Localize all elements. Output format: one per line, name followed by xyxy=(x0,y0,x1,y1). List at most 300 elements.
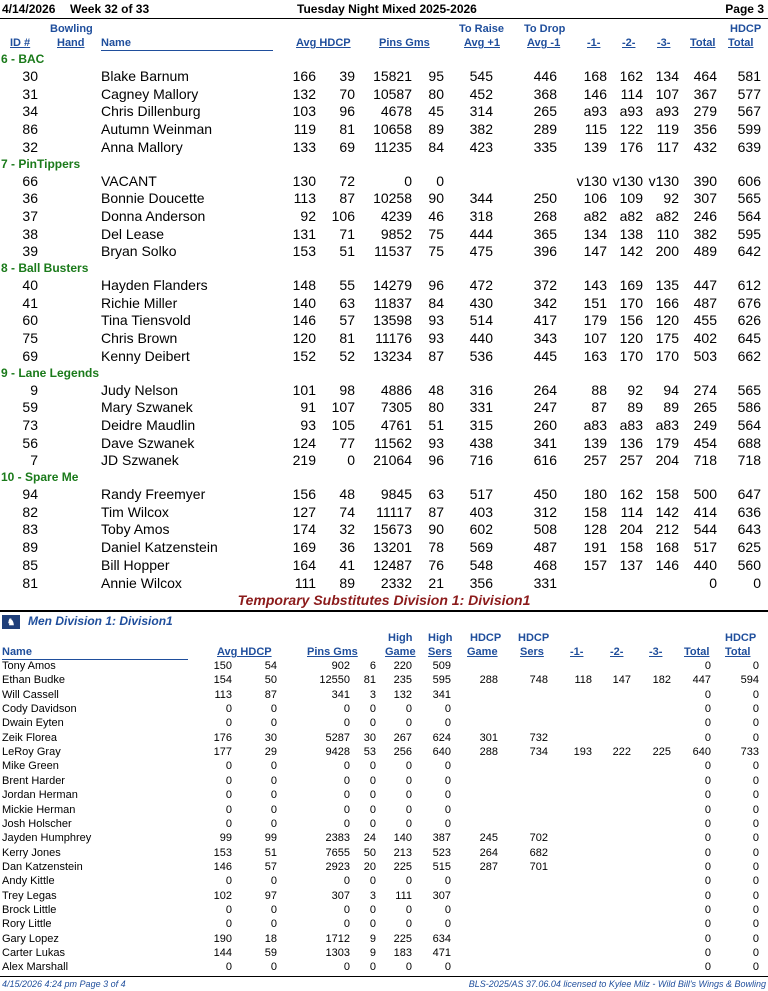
col-hand-top: Bowling xyxy=(50,23,93,35)
game-2-score: 89 xyxy=(627,399,643,416)
substitute-row xyxy=(0,674,768,688)
game-3-score: 110 xyxy=(656,225,679,242)
bowler-row xyxy=(0,121,768,139)
bowler-name: Anna Mallory xyxy=(101,138,183,155)
game-3-score: a82 xyxy=(655,207,679,224)
team-name: 8 - Ball Busters xyxy=(1,261,89,275)
to-drop-avg: 468 xyxy=(533,556,557,573)
substitute-row xyxy=(0,660,768,674)
bowler-handicap: 81 xyxy=(339,121,355,138)
bowler-id: 38 xyxy=(22,225,38,242)
sub-high-game: 225 xyxy=(393,932,412,945)
sub-average: 102 xyxy=(213,889,232,902)
game-3-score: 212 xyxy=(655,521,679,538)
sub-high-game: 0 xyxy=(405,760,412,773)
sub-handicap-total: 0 xyxy=(752,760,759,773)
sub-hdcp-high-game: 264 xyxy=(479,846,498,859)
bowler-games: 45 xyxy=(428,103,444,120)
bowler-id: 36 xyxy=(22,190,38,207)
col-raise-top: To Raise xyxy=(459,23,505,35)
sub-handicap: 0 xyxy=(270,903,277,916)
substitute-row xyxy=(0,861,768,875)
sub-high-game: 0 xyxy=(405,803,412,816)
bowler-handicap: 48 xyxy=(339,486,355,502)
bowler-name: Blake Barnum xyxy=(101,68,189,84)
bowler-row xyxy=(0,68,768,86)
sub-col-game2: -2- xyxy=(610,646,624,658)
bowler-handicap: 71 xyxy=(339,225,355,242)
bowler-row xyxy=(0,348,768,366)
col-drop-top: To Drop xyxy=(524,23,566,35)
sub-game-2: 222 xyxy=(612,746,631,759)
game-1-score: a93 xyxy=(583,103,607,120)
bowler-pins: 4239 xyxy=(380,207,412,224)
bowler-pins: 13234 xyxy=(373,347,412,364)
sub-high-series: 0 xyxy=(444,803,451,816)
sub-games: 0 xyxy=(369,918,376,931)
sub-average: 0 xyxy=(225,817,232,830)
bowler-average: 132 xyxy=(292,85,316,102)
bowler-id: 37 xyxy=(22,207,38,224)
game-1-score: 107 xyxy=(583,330,607,347)
sub-pins: 0 xyxy=(343,774,350,787)
sub-handicap-total: 0 xyxy=(752,889,759,902)
sub-high-series: 387 xyxy=(432,832,451,845)
sub-handicap-total: 0 xyxy=(752,688,759,701)
sub-pins: 0 xyxy=(343,875,350,888)
bowler-games: 75 xyxy=(428,225,444,242)
sub-handicap: 29 xyxy=(264,746,277,759)
game-1-score: 139 xyxy=(583,434,607,451)
game-3-score: 107 xyxy=(655,85,679,102)
game-2-score: v130 xyxy=(612,172,643,189)
series-total: 487 xyxy=(693,294,717,311)
game-1-score: 168 xyxy=(583,68,607,84)
series-total: 274 xyxy=(693,381,717,398)
sub-high-series: 471 xyxy=(432,947,451,959)
bowler-average: 131 xyxy=(292,225,316,242)
bowler-id: 31 xyxy=(22,85,38,102)
series-total: 440 xyxy=(693,556,717,573)
sub-hdcp-high-game: 288 xyxy=(479,674,498,687)
sub-handicap: 0 xyxy=(270,817,277,830)
bowler-id: 30 xyxy=(22,68,38,84)
substitute-row xyxy=(0,775,768,789)
to-raise-avg: 430 xyxy=(469,294,493,311)
sub-high-series: 0 xyxy=(444,817,451,830)
bowler-pins: 7305 xyxy=(380,399,412,416)
bowler-handicap: 107 xyxy=(331,399,355,416)
substitute-row xyxy=(0,933,768,947)
sub-average: 113 xyxy=(214,688,232,701)
game-2-score: 122 xyxy=(619,121,643,138)
bowler-games: 80 xyxy=(428,85,444,102)
game-2-score: 156 xyxy=(619,312,643,329)
bowler-average: 156 xyxy=(292,486,316,502)
sub-hdcp-high-series: 702 xyxy=(529,832,548,845)
bowler-average: 133 xyxy=(292,138,316,155)
bowler-name: Bill Hopper xyxy=(101,556,170,573)
bowler-name: Annie Wilcox xyxy=(101,574,182,591)
sub-total: 0 xyxy=(704,918,711,931)
game-2-score: a93 xyxy=(619,103,643,120)
game-2-score: 137 xyxy=(619,556,643,573)
game-2-score: 138 xyxy=(619,225,643,242)
sub-name: Brock Little xyxy=(2,903,57,916)
bowler-id: 60 xyxy=(22,312,38,329)
bowler-games: 80 xyxy=(428,399,444,416)
sub-average: 153 xyxy=(213,846,232,859)
sub-games: 6 xyxy=(369,660,376,672)
bowler-games: 63 xyxy=(428,486,444,502)
bowler-games: 90 xyxy=(428,521,444,538)
page-header xyxy=(0,0,768,19)
sub-games: 0 xyxy=(369,717,376,730)
bowler-handicap: 69 xyxy=(339,138,355,155)
bowler-handicap: 96 xyxy=(339,103,355,120)
sub-high-game: 0 xyxy=(405,961,412,974)
sub-high-series: 341 xyxy=(432,688,451,701)
sub-high-series: 0 xyxy=(444,903,451,916)
game-2-score: 170 xyxy=(619,294,643,311)
bowler-row xyxy=(0,382,768,400)
col-total: Total xyxy=(690,37,716,49)
bowler-average: 92 xyxy=(300,207,316,224)
bowler-average: 148 xyxy=(292,277,316,293)
game-3-score: 89 xyxy=(663,399,679,416)
sub-handicap-total: 0 xyxy=(752,731,759,744)
sub-high-series: 595 xyxy=(432,674,451,687)
col-hdcp-top: HDCP xyxy=(730,23,762,35)
game-2-score: a82 xyxy=(619,207,643,224)
to-raise-avg: 452 xyxy=(469,85,493,102)
game-1-score: 146 xyxy=(583,85,607,102)
game-1-score: v130 xyxy=(576,172,607,189)
to-raise-avg: 344 xyxy=(469,190,493,207)
bowler-name: Randy Freemyer xyxy=(101,486,206,502)
sub-high-game: 0 xyxy=(405,817,412,830)
handicap-total: 612 xyxy=(737,277,761,293)
handicap-total: 676 xyxy=(737,294,761,311)
series-total: 0 xyxy=(709,574,717,591)
sub-games: 0 xyxy=(369,703,376,716)
sub-handicap: 51 xyxy=(264,846,277,859)
bowler-id: 69 xyxy=(22,347,38,364)
handicap-total: 645 xyxy=(737,330,761,347)
sub-hdcp-high-series: 748 xyxy=(529,674,548,687)
bowler-handicap: 87 xyxy=(339,190,355,207)
sub-name: Tony Amos xyxy=(2,660,56,672)
to-raise-avg: 475 xyxy=(469,243,493,260)
sub-handicap-total: 0 xyxy=(752,932,759,945)
bowler-average: 152 xyxy=(292,347,316,364)
sub-high-series: 0 xyxy=(444,760,451,773)
handicap-total: 564 xyxy=(737,416,761,433)
bowler-handicap: 63 xyxy=(339,294,355,311)
game-3-score: 117 xyxy=(656,138,679,155)
sub-handicap: 0 xyxy=(270,774,277,787)
game-1-score: 139 xyxy=(583,138,607,155)
sub-game-3: 182 xyxy=(652,674,671,687)
bowler-pins: 11117 xyxy=(376,503,412,520)
to-drop-avg: 396 xyxy=(533,243,557,260)
bowler-pins: 13598 xyxy=(373,312,412,329)
sub-total: 0 xyxy=(704,932,711,945)
sub-name: Rory Little xyxy=(2,918,52,931)
game-3-score: a83 xyxy=(655,416,679,433)
bowler-handicap: 0 xyxy=(347,452,355,469)
sub-total: 0 xyxy=(704,703,711,716)
sub-col-hdcp-top: HDCP xyxy=(725,632,757,644)
sub-high-game: 111 xyxy=(395,889,412,902)
sub-handicap: 59 xyxy=(264,947,277,959)
to-raise-avg: 472 xyxy=(469,277,493,293)
series-total: 500 xyxy=(693,486,717,502)
sub-pins: 0 xyxy=(343,817,350,830)
bowler-id: 34 xyxy=(22,103,38,120)
series-total: 454 xyxy=(693,434,717,451)
sub-handicap-total: 0 xyxy=(752,789,759,802)
game-3-score: 94 xyxy=(663,381,679,398)
bowler-name: Kenny Deibert xyxy=(101,347,190,364)
sub-pins: 0 xyxy=(343,903,350,916)
sub-high-series: 515 xyxy=(432,860,451,873)
sub-high-series: 0 xyxy=(444,875,451,888)
sub-col-hhg-top: HDCP xyxy=(470,632,502,644)
game-2-score: 169 xyxy=(619,277,643,293)
bowler-games: 21 xyxy=(428,574,444,591)
division-label: Men Division 1: Division1 xyxy=(28,614,173,628)
bowler-name: Cagney Mallory xyxy=(101,85,199,102)
bowler-average: 119 xyxy=(293,121,316,138)
sub-games: 0 xyxy=(369,875,376,888)
substitute-row xyxy=(0,832,768,846)
to-drop-avg: 450 xyxy=(533,486,557,502)
sub-game-3: 225 xyxy=(652,746,671,759)
sub-games: 3 xyxy=(369,688,376,701)
sub-handicap: 57 xyxy=(264,860,277,873)
game-3-score: 158 xyxy=(655,486,679,502)
sub-game-1: 118 xyxy=(574,674,592,687)
to-raise-avg: 331 xyxy=(469,399,493,416)
bowler-handicap: 105 xyxy=(331,416,355,433)
handicap-total: 639 xyxy=(737,138,761,155)
handicap-total: 560 xyxy=(737,556,761,573)
game-3-score: 142 xyxy=(655,503,679,520)
bowler-average: 219 xyxy=(292,452,316,469)
bowler-handicap: 98 xyxy=(339,381,355,398)
bowler-name: Tina Tiensvold xyxy=(101,312,191,329)
sub-pins: 0 xyxy=(343,760,350,773)
sub-average: 144 xyxy=(213,947,232,959)
bowler-id: 9 xyxy=(30,381,38,398)
sub-handicap-total: 0 xyxy=(752,832,759,845)
sub-games: 0 xyxy=(369,789,376,802)
sub-handicap: 0 xyxy=(270,875,277,888)
handicap-total: 647 xyxy=(737,486,761,502)
division-header xyxy=(2,614,173,629)
sub-handicap-total: 0 xyxy=(752,961,759,974)
sub-total: 0 xyxy=(704,731,711,744)
bowler-games: 48 xyxy=(428,381,444,398)
sub-col-hg-top: High xyxy=(388,632,413,644)
to-drop-avg: 268 xyxy=(533,207,557,224)
sub-handicap: 0 xyxy=(270,789,277,802)
sub-total: 0 xyxy=(704,832,711,845)
to-raise-avg: 423 xyxy=(469,138,493,155)
sub-name: Will Cassell xyxy=(2,688,59,701)
sub-total: 0 xyxy=(704,846,711,859)
sub-handicap-total: 0 xyxy=(752,817,759,830)
series-total: 447 xyxy=(693,277,717,293)
bowler-pins: 4886 xyxy=(380,381,412,398)
substitute-row xyxy=(0,804,768,818)
bowler-pins: 11537 xyxy=(374,243,412,260)
bowler-id: 82 xyxy=(22,503,38,520)
to-raise-avg: 514 xyxy=(469,312,493,329)
sub-handicap-total: 0 xyxy=(752,703,759,716)
handicap-total: 577 xyxy=(737,85,761,102)
sub-name: Dan Katzenstein xyxy=(2,860,83,873)
sub-games: 3 xyxy=(369,889,376,902)
bowler-name: Chris Brown xyxy=(101,330,178,347)
series-total: 249 xyxy=(693,416,717,433)
to-drop-avg: 446 xyxy=(533,68,557,84)
page-footer xyxy=(0,978,768,991)
series-total: 503 xyxy=(693,347,717,364)
license-text: BLS-2025/AS 37.06.04 licensed to Kylee Milz - Wild Bill's Wings & Bowling xyxy=(468,979,766,989)
bowler-name: JD Szwanek xyxy=(101,452,179,469)
bowler-average: 93 xyxy=(300,416,316,433)
sub-name: Mickie Herman xyxy=(2,803,76,816)
game-3-score: 134 xyxy=(655,68,679,84)
bowler-name: Judy Nelson xyxy=(101,381,179,398)
bowler-average: 153 xyxy=(292,243,316,260)
sub-high-game: 0 xyxy=(405,875,412,888)
bowler-name: Hayden Flanders xyxy=(101,277,208,293)
sub-high-series: 0 xyxy=(444,774,451,787)
sub-pins: 902 xyxy=(331,660,350,672)
substitute-row xyxy=(0,703,768,717)
handicap-total: 565 xyxy=(737,190,761,207)
bowler-pins: 11176 xyxy=(375,330,412,347)
sub-handicap-total: 0 xyxy=(752,860,759,873)
bowler-handicap: 57 xyxy=(339,312,355,329)
sub-total: 0 xyxy=(704,660,711,672)
bowler-average: 174 xyxy=(292,521,316,538)
game-1-score: 151 xyxy=(583,294,607,311)
bowler-row xyxy=(0,557,768,575)
sub-high-game: 220 xyxy=(393,660,412,672)
sub-pins: 12550 xyxy=(319,674,350,687)
sub-pins: 0 xyxy=(343,803,350,816)
sub-name: Zeik Florea xyxy=(2,731,58,744)
game-1-score: 163 xyxy=(583,347,607,364)
sub-total: 0 xyxy=(704,860,711,873)
sub-hdcp-high-series: 734 xyxy=(529,746,548,759)
game-1-score: 128 xyxy=(583,521,607,538)
handicap-total: 662 xyxy=(737,347,761,364)
sub-name: Jordan Herman xyxy=(2,789,78,802)
series-total: 246 xyxy=(693,207,717,224)
bowler-pins: 4761 xyxy=(380,416,412,433)
bowler-name: Bonnie Doucette xyxy=(101,190,205,207)
to-raise-avg: 318 xyxy=(469,207,493,224)
sub-pins: 341 xyxy=(331,688,350,701)
bowler-handicap: 55 xyxy=(339,277,355,293)
bowler-games: 75 xyxy=(428,243,444,260)
game-2-score: 162 xyxy=(619,68,643,84)
sub-high-series: 624 xyxy=(432,731,451,744)
sub-handicap: 50 xyxy=(264,674,277,687)
sub-name: Jayden Humphrey xyxy=(2,832,92,845)
bowler-name: Mary Szwanek xyxy=(101,399,193,416)
page-number: Page 3 xyxy=(725,2,764,16)
sub-name: Carter Lukas xyxy=(2,947,65,959)
to-raise-avg: 548 xyxy=(469,556,493,573)
bowler-pins: 10658 xyxy=(373,121,412,138)
bowler-id: 81 xyxy=(22,574,38,591)
sub-handicap: 99 xyxy=(264,832,277,845)
sub-col-pins-gms: Pins Gms xyxy=(307,646,358,658)
series-total: 432 xyxy=(693,138,717,155)
sub-average: 146 xyxy=(213,860,232,873)
to-raise-avg: 316 xyxy=(469,381,493,398)
bowler-id: 85 xyxy=(22,556,38,573)
substitute-row xyxy=(0,732,768,746)
bowler-games: 0 xyxy=(436,172,444,189)
sub-name: Ethan Budke xyxy=(2,674,65,687)
sub-high-game: 225 xyxy=(393,860,412,873)
sub-total: 0 xyxy=(704,717,711,730)
sub-average: 0 xyxy=(225,918,232,931)
to-drop-avg: 342 xyxy=(533,294,557,311)
handicap-total: 626 xyxy=(737,312,761,329)
bowler-handicap: 32 xyxy=(339,521,355,538)
game-1-score: 147 xyxy=(583,243,607,260)
sub-handicap: 54 xyxy=(264,660,277,672)
sub-hdcp-high-game: 245 xyxy=(479,832,498,845)
game-1-score: 87 xyxy=(591,399,607,416)
game-1-score: 88 xyxy=(591,381,607,398)
bowler-name: Bryan Solko xyxy=(101,243,177,260)
bowler-id: 66 xyxy=(22,172,38,189)
sub-total: 0 xyxy=(704,789,711,802)
to-drop-avg: 343 xyxy=(533,330,557,347)
team-name: 9 - Lane Legends xyxy=(1,365,100,380)
bowler-id: 86 xyxy=(22,121,38,138)
bowler-name: Autumn Weinman xyxy=(101,121,213,138)
sub-game-1: 193 xyxy=(573,746,592,759)
sub-col-game1: -1- xyxy=(570,646,584,658)
bowler-row xyxy=(0,417,768,435)
bowler-pins: 11562 xyxy=(374,434,412,451)
sub-handicap: 18 xyxy=(264,932,277,945)
substitute-row xyxy=(0,875,768,889)
sub-pins: 2923 xyxy=(325,860,350,873)
sub-total: 0 xyxy=(704,947,711,959)
series-total: 307 xyxy=(693,190,717,207)
bowler-games: 78 xyxy=(428,539,444,556)
sub-name: Cody Davidson xyxy=(2,703,77,716)
series-total: 544 xyxy=(693,521,717,538)
bowler-games: 96 xyxy=(428,277,444,293)
bowler-id: 73 xyxy=(22,416,38,433)
bowler-games: 76 xyxy=(428,556,444,573)
bowler-average: 164 xyxy=(292,556,316,573)
to-drop-avg: 331 xyxy=(533,574,557,591)
sub-games: 30 xyxy=(363,731,376,744)
